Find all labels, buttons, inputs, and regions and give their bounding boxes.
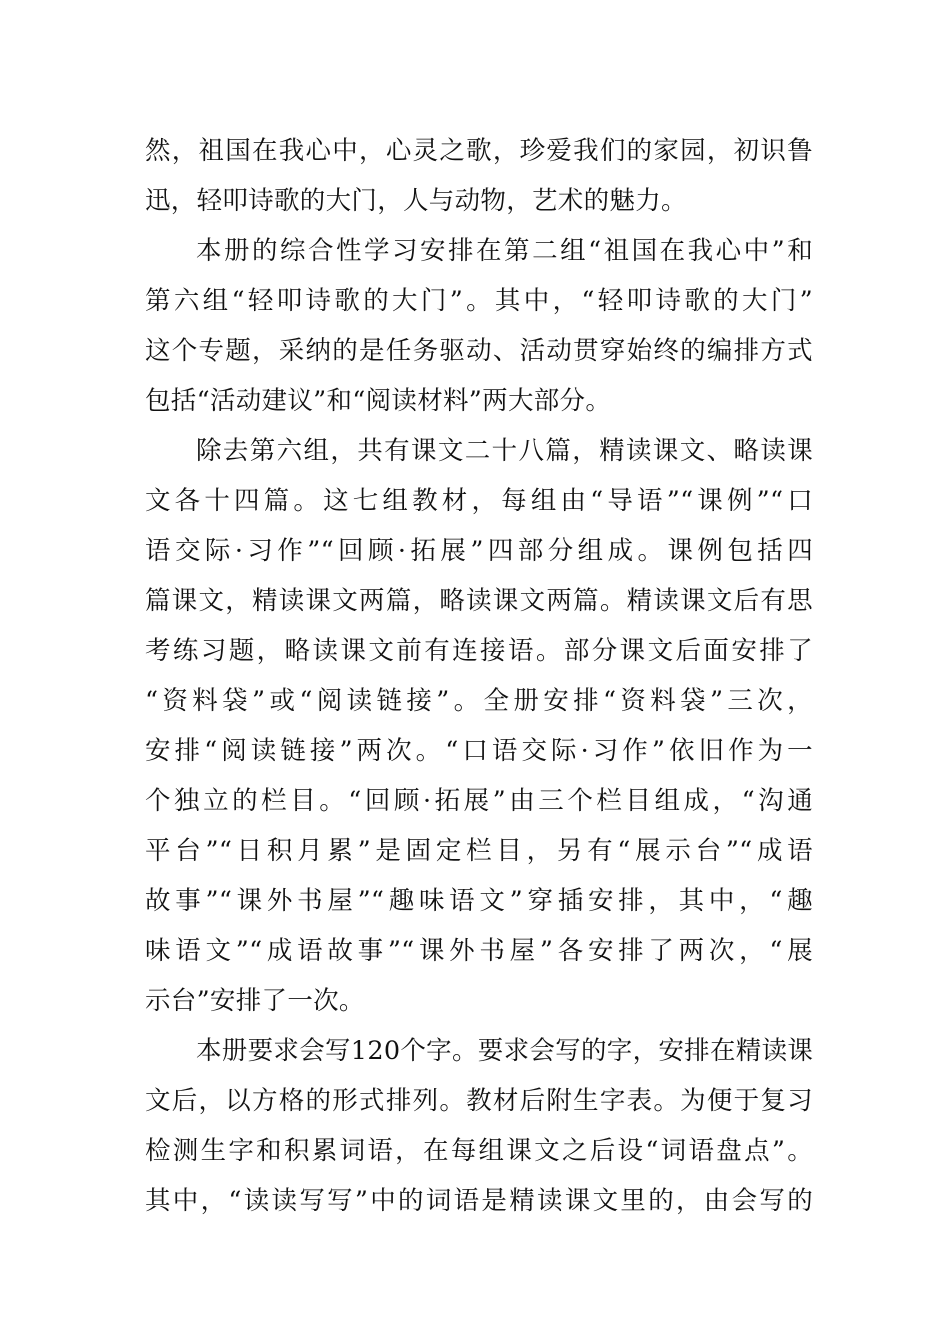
text-line: 迅，轻叩诗歌的大门，人与动物，艺术的魅力。 bbox=[145, 186, 687, 216]
text-line: 检测生字和积累词语，在每组课文之后设“词语盘点”。 bbox=[145, 1136, 813, 1166]
text-line: 然，祖国在我心中，心灵之歌，珍爱我们的家园，初识鲁 bbox=[145, 136, 813, 166]
text-line: 第六组“轻叩诗歌的大门”。其中，“轻叩诗歌的大门” bbox=[145, 286, 813, 316]
text-line: 语交际·习作”“回顾·拓展”四部分组成。课例包括四 bbox=[145, 536, 813, 566]
text-line: 故事”“课外书屋”“趣味语文”穿插安排，其中，“趣 bbox=[145, 886, 813, 916]
text-line: 安排“阅读链接”两次。“口语交际·习作”依旧作为一 bbox=[145, 736, 813, 766]
text-line: 本册要求会写120个字。要求会写的字，安排在精读课 bbox=[196, 1036, 814, 1066]
text-line: 其中，“读读写写”中的词语是精读课文里的，由会写的 bbox=[145, 1186, 813, 1216]
text-line: 这个专题，采纳的是任务驱动、活动贯穿始终的编排方式 bbox=[145, 336, 813, 366]
text-line: 包括“活动建议”和“阅读材料”两大部分。 bbox=[145, 386, 612, 416]
text-line: 味语文”“成语故事”“课外书屋”各安排了两次，“展 bbox=[145, 936, 813, 966]
text-line: 考练习题，略读课文前有连接语。部分课文后面安排了 bbox=[145, 636, 813, 666]
text-line: 文各十四篇。这七组教材，每组由“导语”“课例”“口 bbox=[145, 486, 813, 516]
body-text bbox=[145, 126, 813, 1226]
text-line: 除去第六组，共有课文二十八篇，精读课文、略读课 bbox=[196, 436, 813, 466]
text-line: “资料袋”或“阅读链接”。全册安排“资料袋”三次， bbox=[145, 686, 813, 716]
text-line: 文后，以方格的形式排列。教材后附生字表。为便于复习 bbox=[145, 1086, 813, 1116]
text-line: 个独立的栏目。“回顾·拓展”由三个栏目组成，“沟通 bbox=[145, 786, 813, 816]
text-line: 示台”安排了一次。 bbox=[145, 986, 365, 1016]
text-line: 篇课文，精读课文两篇，略读课文两篇。精读课文后有思 bbox=[145, 586, 813, 616]
text-line: 平台”“日积月累”是固定栏目，另有“展示台”“成语 bbox=[145, 836, 813, 866]
text-line: 本册的综合性学习安排在第二组“祖国在我心中”和 bbox=[196, 236, 813, 266]
